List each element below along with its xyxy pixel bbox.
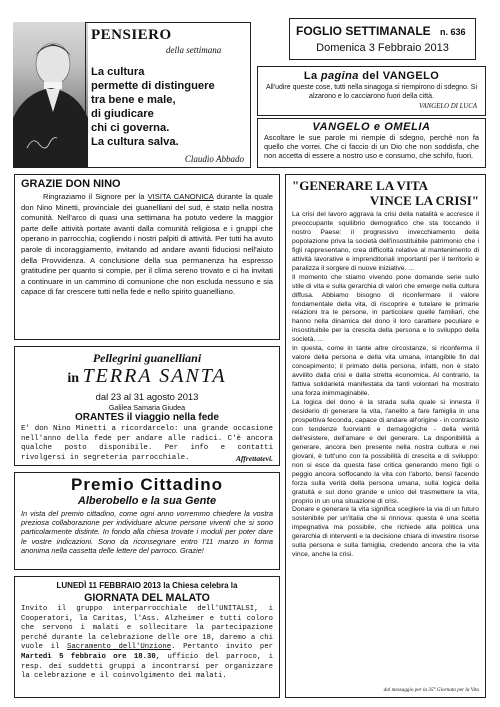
- crisi-paragraph: In questa, come in tante altre circostanze, si riconferma il valore della persona e della vita umana, intangibile fin dal concepimento; il primato della persona, infatti, non è stato avvilito dalla crisi e dalla stretta economica. Al contrario, la fattiva solidarietà manifestata da tanti volontari ha mostrato una forza inimmaginabile.: [292, 345, 479, 398]
- pellegrini-subtitle: ORANTES il viaggio nella fede: [75, 412, 219, 423]
- masthead: [289, 18, 476, 60]
- grazie-title: GRAZIE DON NINO: [21, 178, 121, 190]
- pensiero-title: PENSIERO: [91, 27, 172, 43]
- premio-text: In vista del premio cittadino, come ogni anno vorremmo chiedere la vostra preziosa collaborazione per individuare alcune persone viventi che si sono particolarmente distinte. In fondo alla chiesa trovate i moduli per poter dare le vostre indicazioni. Sono da riconsegnare entro l'11 marzo in forma anonima nella cassetta delle lettere del parroco. Grazie!: [21, 509, 273, 555]
- vangelo-text: All'udire queste cose, tutti nella sinagoga si riempirono di sdegno. Si alzarono e lo cacciarono fuori della città.: [265, 84, 478, 100]
- crisi-paragraph: Il momento che stiamo vivendo pone domande serie sullo stile di vita e sulla gerarchia di valori che emerge nella cultura diffusa. Abbiamo bisogno di riconfermare il valore fondamentale della vita, di riscoprire e tutelare le primarie relazioni tra le persone, in particolare quelle familiari, che hanno nella dinamica del dono il loro carattere peculiare e insostituibile per la crescita della persona e lo sviluppo della società. ...: [292, 273, 479, 344]
- pensiero-subtitle: della settimana: [166, 45, 222, 55]
- grazie-box: [14, 174, 280, 340]
- masthead-title-row: [296, 24, 466, 38]
- malato-title: GIORNATA DEL MALATO: [84, 592, 210, 604]
- pensiero-quote: [91, 65, 215, 149]
- malato-text: Invito il gruppo interparrocchiale dell'UNITALSI, i Cooperatori, la Caritas, l'Ass. Alzheimer e tutti coloro che servono i malati e sollecitare la partecipazione perché durante la celebrazione delle ore 18, daremo a chi vuole il Sacramento dell'Unzione. Pertanto invito per Martedì 5 febbraio ore 18.30, ufficio del parroco, i resp. dei suddetti gruppi a incontrarsi per organizzare la celebrazione e il coinvolgimento dei malati.: [21, 605, 274, 681]
- pellegrini-places: Galilea Samaria Giudea: [108, 403, 186, 412]
- sacramento-link[interactable]: Sacramento dell'Unzione: [67, 643, 172, 652]
- vangelo-source: VANGELO DI LUCA: [418, 103, 477, 110]
- premio-box: [14, 472, 280, 570]
- omelia-title: VANGELO e OMELIA: [312, 121, 431, 133]
- crisi-paragraph: La logica del dono è la strada sulla quale si innesta il desiderio di generare la vita, l'anelito a fare famiglia in una prospettiva feconda, capace di andare all'origine - in contrasto con tendenze fuorvianti e demagogiche - della verità dell'esistere, dell'amare e del generare. La disponibilità a generare, ancora ben presente nella nostra cultura e nei giovani, è tutt'uno con la possibilità di crescita e di sviluppo: non si esce da questa fase critica generando meno figli o peggio ancora soffocando la vita con l'aborto, bensì facendo forza sulla verità della persona umana, sulla logica della gratuità e sul dono grande e unico del trasmettere la vita, proprio in un una situazione di crisi.: [292, 399, 479, 505]
- crisi-title-line2: VINCE LA CRISI": [369, 193, 479, 208]
- terra-santa-title: in TERRA SANTA: [67, 365, 227, 387]
- malato-date-line: LUNEDÌ 11 FEBBRAIO 2013 la Chiesa celebra la: [56, 581, 238, 590]
- quote-line: di giudicare: [91, 108, 154, 120]
- issue-number: n. 636: [440, 27, 466, 37]
- pellegrini-box: [14, 346, 280, 466]
- pellegrini-dates: dal 23 al 31 agosto 2013: [95, 391, 199, 402]
- premio-title: Premio Cittadino: [70, 475, 223, 494]
- crisi-box: [285, 174, 486, 698]
- crisi-title-line1: "GENERARE LA VITA: [292, 178, 429, 193]
- quote-line: permette di distinguere: [91, 80, 215, 92]
- crisi-body: [292, 211, 479, 560]
- quote-line: tra bene e male,: [91, 94, 176, 106]
- pensiero-author: Claudio Abbado: [184, 154, 244, 164]
- crisi-paragraph: La crisi del lavoro aggrava la crisi della natalità e accresce il preoccupante squilibrio demografico che sta toccando il nostro Paese: il progressivo invecchiamento della popolazione priva la società dell'insostituibile patrimonio che i figli rappresentano, crea difficoltà relative al mantenimento di attività lavorative e imprenditoriali importanti per il territorio e paralizza il sorgere di nuove iniziative. ...: [292, 211, 479, 272]
- omelia-box: [257, 118, 486, 168]
- quote-line: chi ci governa.: [91, 122, 170, 134]
- portrait-icon: [13, 22, 88, 168]
- quote-line: La cultura: [91, 66, 145, 78]
- visita-canonica-link[interactable]: VISITA CANONICA: [147, 192, 214, 201]
- crisi-source: dal messaggio per la 35° Giornata per la Vita: [383, 687, 479, 693]
- pensiero-box: [85, 22, 251, 168]
- masthead-title: FOGLIO SETTIMANALE: [296, 24, 431, 38]
- premio-subtitle: Alberobello e la sua Gente: [77, 495, 217, 507]
- pellegrini-title: Pellegrini guanelliani: [92, 351, 202, 365]
- issue-date: Domenica 3 Febbraio 2013: [316, 42, 449, 54]
- grazie-text: Ringraziamo il Signore per la VISITA CANONICA durante la quale don Nino Minetti, provinciale dei guanelliani del sud, è stato nella nostra comunità. Nell'arco di quasi una settimana ha potuto vedere la maggior parte delle attività portate avanti dalla comunità religiosa e i gruppi che operano in parrocchia, cogliendo i nostri palpiti di attività. Per tutti ha avuto parole di incoraggiamento, invitando ad andare avanti fiduciosi nell'aiuto della Provvidenza. A conclusione della sua permanenza ha espresso gratitudine per quanto si compie, per il clima sereno trovato e ci ha invitati a continuare in un cammino di comunione che non escluda nessuno e sia capace di far crescere tutti nella fede e nello spirito guanelliano.: [21, 192, 274, 297]
- portrait-photo: [13, 22, 88, 168]
- pellegrini-cta: Affrettatevi.: [235, 453, 273, 463]
- malato-box: [14, 576, 280, 698]
- quote-line: La cultura salva.: [91, 136, 179, 148]
- vangelo-title: La pagina del VANGELO: [303, 70, 440, 82]
- vangelo-box: [257, 66, 486, 116]
- pellegrini-text: E' don Nino Minetti a ricordarcelo: una grande occasione nell'anno della fede per andare alle radici. C'è ancora qualche posto disponibile. Per info e contatti rivolgersi in segreteria parrocchiale. Affrettatevi.: [21, 425, 273, 463]
- omelia-text: Ascoltare le sue parole mi riempie di sdegno, perché non fa quello che vorrei. Che ci faccio di un Dio che non soddisfa, che non accetta di essere a nostro uso e consumo, che schifo, fuori.: [264, 133, 479, 160]
- crisi-paragraph: Donare e generare la vita significa scegliere la via di un futuro sostenibile per un'Italia che si rinnova: questa è una scelta impegnativa ma possibile, che richiede alla politica una gerarchia di interventi e la decisione chiara di investire risorse sulla persona e sulla famiglia, credendo ancora che la vita vince, anche la crisi.: [292, 506, 479, 559]
